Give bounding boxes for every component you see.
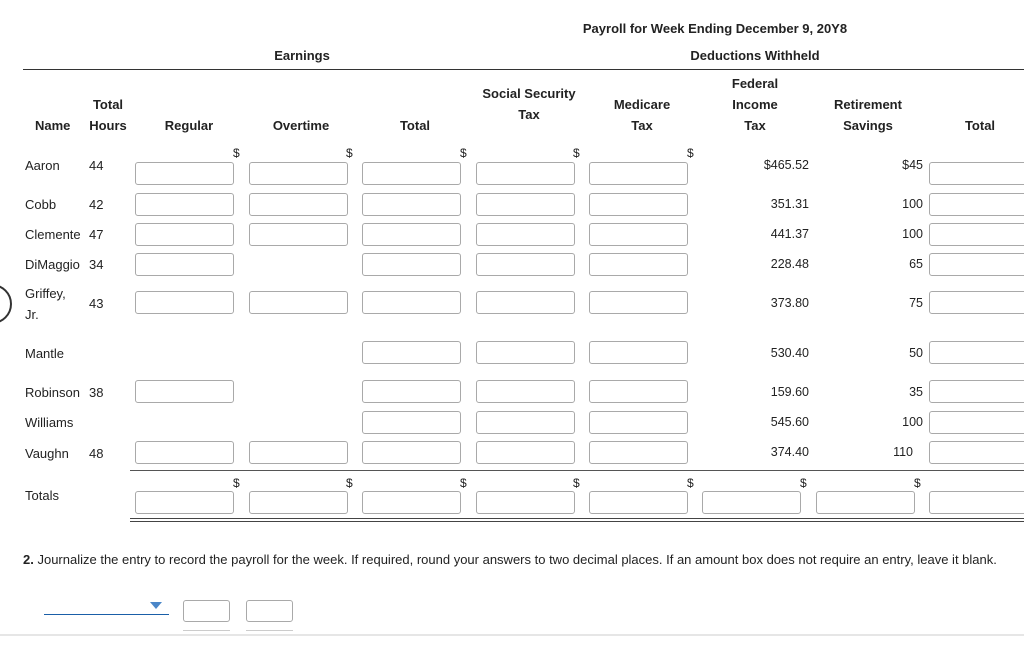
row-name: Robinson [25,385,80,400]
col-federal-line2: Income [732,97,778,112]
total-earnings-input[interactable] [362,223,461,246]
social-security-input[interactable] [476,380,575,403]
federal-tax-value: 441.37 [770,227,809,241]
medicare-input[interactable] [589,223,688,246]
dollar-sign: $ [687,146,694,160]
col-medicare-line2: Tax [631,118,653,133]
retirement-value: 110 [893,445,913,459]
regular-input[interactable] [135,441,234,464]
overtime-input[interactable] [249,162,348,185]
dollar-sign: $ [800,476,807,490]
totals-top-rule [130,470,1024,471]
total-earnings-input[interactable] [362,291,461,314]
col-medicare-line1: Medicare [613,97,671,112]
total-retirement-input[interactable] [816,491,915,514]
regular-input[interactable] [135,162,234,185]
social-security-input[interactable] [476,223,575,246]
total-overtime-input[interactable] [249,491,348,514]
social-security-input[interactable] [476,162,575,185]
medicare-input[interactable] [589,441,688,464]
federal-tax-value: 374.40 [770,445,809,459]
row-hours: 42 [89,197,104,212]
social-security-input[interactable] [476,341,575,364]
total-earnings-input[interactable] [362,411,461,434]
dollar-sign: $ [914,476,921,490]
total-earnings-input[interactable] [362,380,461,403]
retirement-value: 50 [909,346,923,360]
total-medicare-input[interactable] [589,491,688,514]
row-name: Aaron [25,158,60,173]
regular-input[interactable] [135,253,234,276]
col-total-deductions: Total [964,118,996,133]
retirement-value: $45 [902,158,923,172]
total-federal-tax-input[interactable] [702,491,801,514]
overtime-input[interactable] [249,441,348,464]
overtime-input[interactable] [249,291,348,314]
medicare-input[interactable] [589,193,688,216]
totals-label: Totals [25,488,59,503]
medicare-input[interactable] [589,291,688,314]
total-earnings-input[interactable] [362,162,461,185]
total-deductions-input[interactable] [929,341,1024,364]
col-total-earnings: Total [399,118,431,133]
row-name-line2: Jr. [25,307,39,322]
col-regular: Regular [164,118,214,133]
row-name: Williams [25,415,74,430]
dollar-sign: $ [573,146,580,160]
credit-input[interactable] [246,600,293,622]
federal-tax-value: 228.48 [770,257,809,271]
federal-tax-value: 545.60 [770,415,809,429]
total-deductions-input[interactable] [929,380,1024,403]
col-retirement-line1: Retirement [834,97,902,112]
total-deductions-input[interactable] [929,411,1024,434]
row-hours: 43 [89,296,104,311]
dollar-sign: $ [233,476,240,490]
regular-input[interactable] [135,193,234,216]
row-hours: 47 [89,227,104,242]
row-name: Clemente [25,227,81,242]
regular-input[interactable] [135,223,234,246]
federal-tax-value: 373.80 [770,296,809,310]
total-deductions-sum-input[interactable] [929,491,1024,514]
total-earnings-input[interactable] [362,341,461,364]
next-row-hint [246,630,293,631]
col-name: Name [35,118,71,133]
col-social-security-line1: Social Security [482,86,576,101]
next-row-hint [183,630,230,631]
col-hours-line1: Total [92,97,124,112]
totals-double-rule-1 [130,518,1024,519]
row-hours: 48 [89,446,104,461]
row-name: DiMaggio [25,257,80,272]
col-hours-line2: Hours [89,118,127,133]
row-name: Cobb [25,197,57,212]
medicare-input[interactable] [589,341,688,364]
col-overtime: Overtime [272,118,330,133]
total-earnings-input[interactable] [362,441,461,464]
row-name-line1: Griffey, [25,286,66,301]
instruction-number: 2. [23,552,34,567]
row-hours: 38 [89,385,104,400]
social-security-input[interactable] [476,253,575,276]
retirement-value: 100 [902,415,923,429]
retirement-value: 100 [902,197,923,211]
dollar-sign: $ [346,146,353,160]
regular-input[interactable] [135,380,234,403]
federal-tax-value: 159.60 [770,385,809,399]
page-title: Payroll for Week Ending December 9, 20Y8 [582,21,848,36]
dollar-sign: $ [573,476,580,490]
regular-input[interactable] [135,291,234,314]
instruction-paragraph [23,549,1023,570]
header-rule [23,69,1024,70]
row-name: Vaughn [25,446,69,461]
total-social-security-input[interactable] [476,491,575,514]
col-retirement-line2: Savings [843,118,893,133]
account-dropdown[interactable] [44,614,169,615]
total-earnings-sum-input[interactable] [362,491,461,514]
row-hours: 44 [89,158,104,173]
total-deductions-input[interactable] [929,223,1024,246]
social-security-input[interactable] [476,441,575,464]
dollar-sign: $ [346,476,353,490]
col-federal-line3: Tax [744,118,766,133]
total-deductions-input[interactable] [929,193,1024,216]
total-earnings-input[interactable] [362,253,461,276]
earnings-group-label: Earnings [274,48,330,63]
retirement-value: 35 [909,385,923,399]
dollar-sign: $ [460,476,467,490]
social-security-input[interactable] [476,411,575,434]
total-deductions-input[interactable] [929,441,1024,464]
retirement-value: 100 [902,227,923,241]
row-name: Mantle [25,346,65,361]
debit-input[interactable] [183,600,230,622]
retirement-value: 65 [909,257,923,271]
overtime-input[interactable] [249,193,348,216]
medicare-input[interactable] [589,411,688,434]
deductions-group-label: Deductions Withheld [690,48,820,63]
col-social-security-line2: Tax [518,107,540,122]
total-earnings-input[interactable] [362,193,461,216]
overtime-input[interactable] [249,223,348,246]
bottom-scroll-shadow [0,634,1024,636]
dollar-sign: $ [233,146,240,160]
dollar-sign: $ [460,146,467,160]
social-security-input[interactable] [476,193,575,216]
medicare-input[interactable] [589,162,688,185]
federal-tax-value: 530.40 [770,346,809,360]
total-deductions-input[interactable] [929,162,1024,185]
instruction-text: Journalize the entry to record the payroll for the week. If required, round your answers to two decimal places. If an amount box does not require an entry, leave it blank. [37,552,997,567]
federal-tax-value: 351.31 [770,197,809,211]
cursor-circle-indicator [0,284,12,324]
totals-double-rule-2 [130,521,1024,522]
retirement-value: 75 [909,296,923,310]
total-regular-input[interactable] [135,491,234,514]
chevron-down-icon[interactable] [150,602,162,609]
total-deductions-input[interactable] [929,253,1024,276]
medicare-input[interactable] [589,253,688,276]
medicare-input[interactable] [589,380,688,403]
row-hours: 34 [89,257,104,272]
dollar-sign: $ [687,476,694,490]
col-federal-line1: Federal [731,76,779,91]
social-security-input[interactable] [476,291,575,314]
federal-tax-value: $465.52 [763,158,809,172]
total-deductions-input[interactable] [929,291,1024,314]
